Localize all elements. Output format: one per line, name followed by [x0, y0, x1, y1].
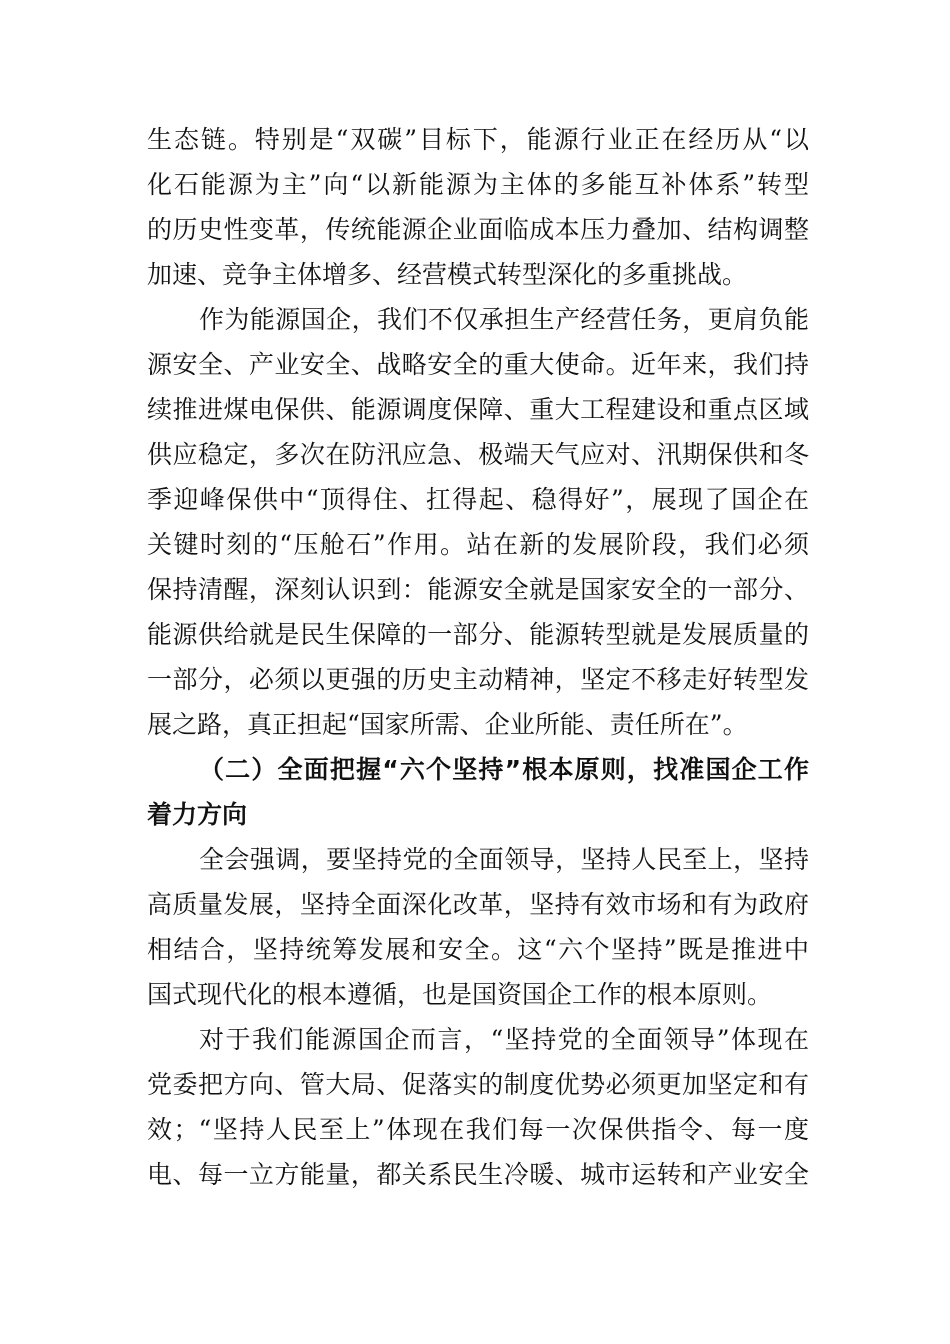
paragraph-line: 续推进煤电保供、能源调度保障、重大工程建设和重点区域	[147, 395, 809, 424]
paragraph-line: 能源供给就是民生保障的一部分、能源转型就是发展质量的	[147, 620, 809, 649]
paragraph-line: 季迎峰保供中“顶得住、扛得起、稳得好”，展现了国企在	[147, 485, 809, 514]
paragraph-line: 展之路，真正担起“国家所需、企业所能、责任所在”。	[147, 710, 748, 739]
paragraph-line: 国式现代化的根本遵循，也是国资国企工作的根本原则。	[147, 980, 773, 1009]
paragraph-line: 的历史性变革，传统能源企业面临成本压力叠加、结构调整	[147, 215, 809, 244]
paragraph-line: 化石能源为主”向“以新能源为主体的多能互补体系”转型	[147, 170, 809, 199]
paragraph-line: 源安全、产业安全、战略安全的重大使命。近年来，我们持	[147, 350, 809, 379]
paragraph-line: 电、每一立方能量，都关系民生冷暖、城市运转和产业安全	[147, 1160, 809, 1189]
paragraph-line: 供应稳定，多次在防汛应急、极端天气应对、汛期保供和冬	[147, 440, 809, 469]
paragraph-line: 生态链。特别是“双碳”目标下，能源行业正在经历从“以	[147, 125, 809, 154]
section-heading-line: 着力方向	[147, 800, 248, 829]
paragraph-line: 关键时刻的“压舱石”作用。站在新的发展阶段，我们必须	[147, 530, 809, 559]
paragraph-line: 一部分，必须以更强的历史主动精神，坚定不移走好转型发	[147, 665, 809, 694]
paragraph-line: 作为能源国企，我们不仅承担生产经营任务，更肩负能	[199, 305, 809, 334]
paragraph-line: 相结合，坚持统筹发展和安全。这“六个坚持”既是推进中	[147, 935, 809, 964]
paragraph-line: 加速、竞争主体增多、经营模式转型深化的多重挑战。	[147, 260, 748, 289]
paragraph-line: 全会强调，要坚持党的全面领导，坚持人民至上，坚持	[199, 845, 809, 874]
paragraph-line: 对于我们能源国企而言，“坚持党的全面领导”体现在	[199, 1025, 809, 1054]
section-heading-line: （二）全面把握“六个坚持”根本原则，找准国企工作	[199, 755, 809, 784]
paragraph-line: 效；“坚持人民至上”体现在我们每一次保供指令、每一度	[147, 1115, 809, 1144]
paragraph-line: 党委把方向、管大局、促落实的制度优势必须更加坚定和有	[147, 1070, 809, 1099]
paragraph-line: 高质量发展，坚持全面深化改革，坚持有效市场和有为政府	[147, 890, 809, 919]
paragraph-line: 保持清醒，深刻认识到：能源安全就是国家安全的一部分、	[147, 575, 809, 604]
